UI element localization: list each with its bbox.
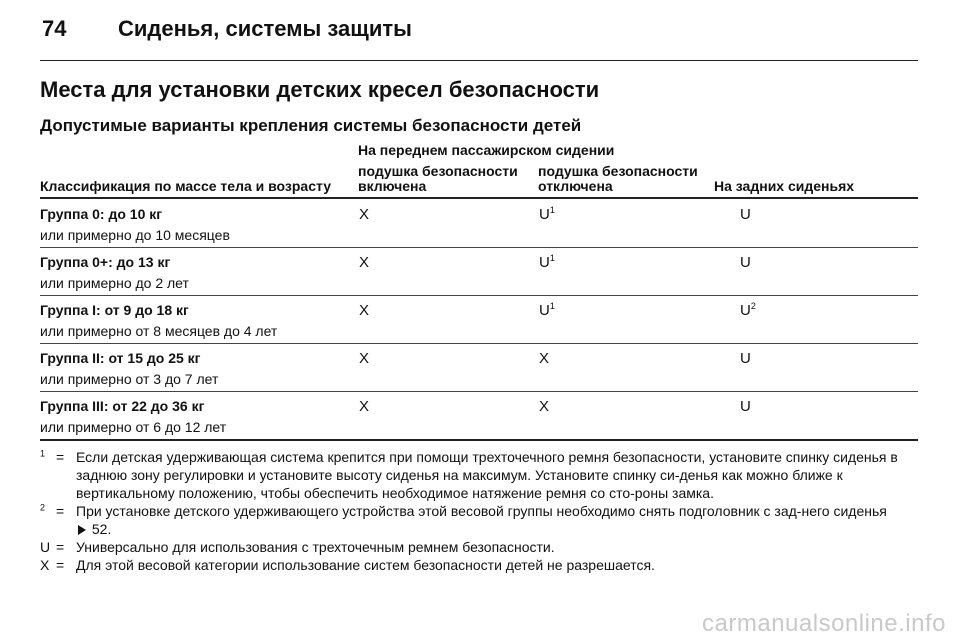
subsection-title: Допустимые варианты крепления системы безопасности детей — [40, 116, 582, 135]
footnotes — [40, 448, 902, 574]
table-body — [40, 200, 918, 441]
footnote-key: U — [40, 539, 51, 555]
footnote-2 — [40, 502, 902, 538]
table-row — [40, 200, 918, 248]
cell-rear: $U^2$ — [740, 301, 756, 319]
table-row — [40, 296, 918, 344]
cell-airbag-off: X — [539, 350, 550, 367]
footnote-text: Если детская удерживающая система крепится при помощи трехточечного ремня безопасности, установите спинку сиденья в заднюю зону регулировки и установите высоту сиденья на максимум. Установите спинку си-денья как можно ближе к вертикальному положению, чтобы обеспечить необходимое натяжение ремня со сто-роны замка. — [76, 449, 898, 501]
column-header-airbag-off: подушка безопасности отключена — [538, 163, 698, 194]
cell-airbag-off: $U^1$ — [539, 205, 555, 223]
column-header-classification: Классификация по массе тела и возрасту — [40, 178, 331, 194]
table-row — [40, 392, 918, 441]
age-range: или примерно от 8 месяцев до 4 лет — [40, 323, 278, 339]
table-header-rule — [40, 197, 918, 199]
table-header — [40, 142, 918, 196]
page-header — [42, 16, 412, 42]
footnote-separator: = — [56, 539, 65, 555]
weight-group: Группа I: от 9 до 18 кг — [40, 302, 189, 318]
header-rule — [40, 60, 918, 61]
legend-u — [40, 538, 902, 556]
footnote-separator: = — [56, 557, 65, 573]
cell-rear: U — [740, 398, 751, 415]
age-range: или примерно от 6 до 12 лет — [40, 419, 227, 435]
table-row — [40, 248, 918, 296]
footnote-text: Для этой весовой категории использование систем безопасности детей не разрешается. — [76, 557, 655, 573]
cell-airbag-off: X — [539, 398, 550, 415]
footnote-separator: = — [56, 503, 65, 519]
page-number: 74 — [42, 16, 67, 41]
cell-rear: U — [740, 206, 751, 223]
weight-group: Группа 0+: до 13 кг — [40, 254, 171, 270]
weight-group: Группа II: от 15 до 25 кг — [40, 350, 201, 366]
reference-arrow-icon — [78, 525, 86, 535]
watermark: carmanualsonline.info — [702, 610, 946, 637]
age-range: или примерно до 10 месяцев — [40, 227, 230, 243]
chapter-title: Сиденья, системы защиты — [118, 16, 412, 41]
age-range: или примерно от 3 до 7 лет — [40, 371, 219, 387]
cell-airbag-on: X — [359, 350, 370, 367]
page-reference-link[interactable]: 52. — [76, 521, 111, 537]
column-header-rear-seats: На задних сиденьях — [714, 178, 855, 194]
cell-rear: U — [740, 254, 751, 271]
cell-airbag-off: $U^1$ — [539, 253, 555, 271]
cell-airbag-on: X — [359, 206, 370, 223]
table-row — [40, 344, 918, 392]
column-header-airbag-on: подушка безопасности включена — [358, 163, 518, 194]
footnote-key: 1 — [40, 448, 46, 459]
footnote-1 — [40, 448, 902, 502]
footnote-text: При установке детского удерживающего устройства этой весовой группы необходимо снять подголовник с зад-него сиденья — [76, 503, 887, 519]
footnote-key: X — [40, 557, 50, 573]
weight-group: Группа 0: до 10 кг — [40, 206, 163, 222]
cell-airbag-on: X — [359, 302, 370, 319]
footnote-separator: = — [56, 449, 65, 465]
footnote-key: 2 — [40, 502, 46, 513]
age-range: или примерно до 2 лет — [40, 275, 189, 291]
legend-x — [40, 556, 902, 574]
section-title: Места для установки детских кресел безопасности — [40, 77, 600, 102]
cell-airbag-off: $U^1$ — [539, 301, 555, 319]
footnote-text: Универсально для использования с трехточечным ремнем безопасности. — [76, 539, 555, 555]
cell-rear: U — [740, 350, 751, 367]
front-seat-group-header: На переднем пассажирском сидении — [358, 142, 615, 158]
cell-airbag-on: X — [359, 398, 370, 415]
cell-airbag-on: X — [359, 254, 370, 271]
weight-group: Группа III: от 22 до 36 кг — [40, 398, 205, 414]
